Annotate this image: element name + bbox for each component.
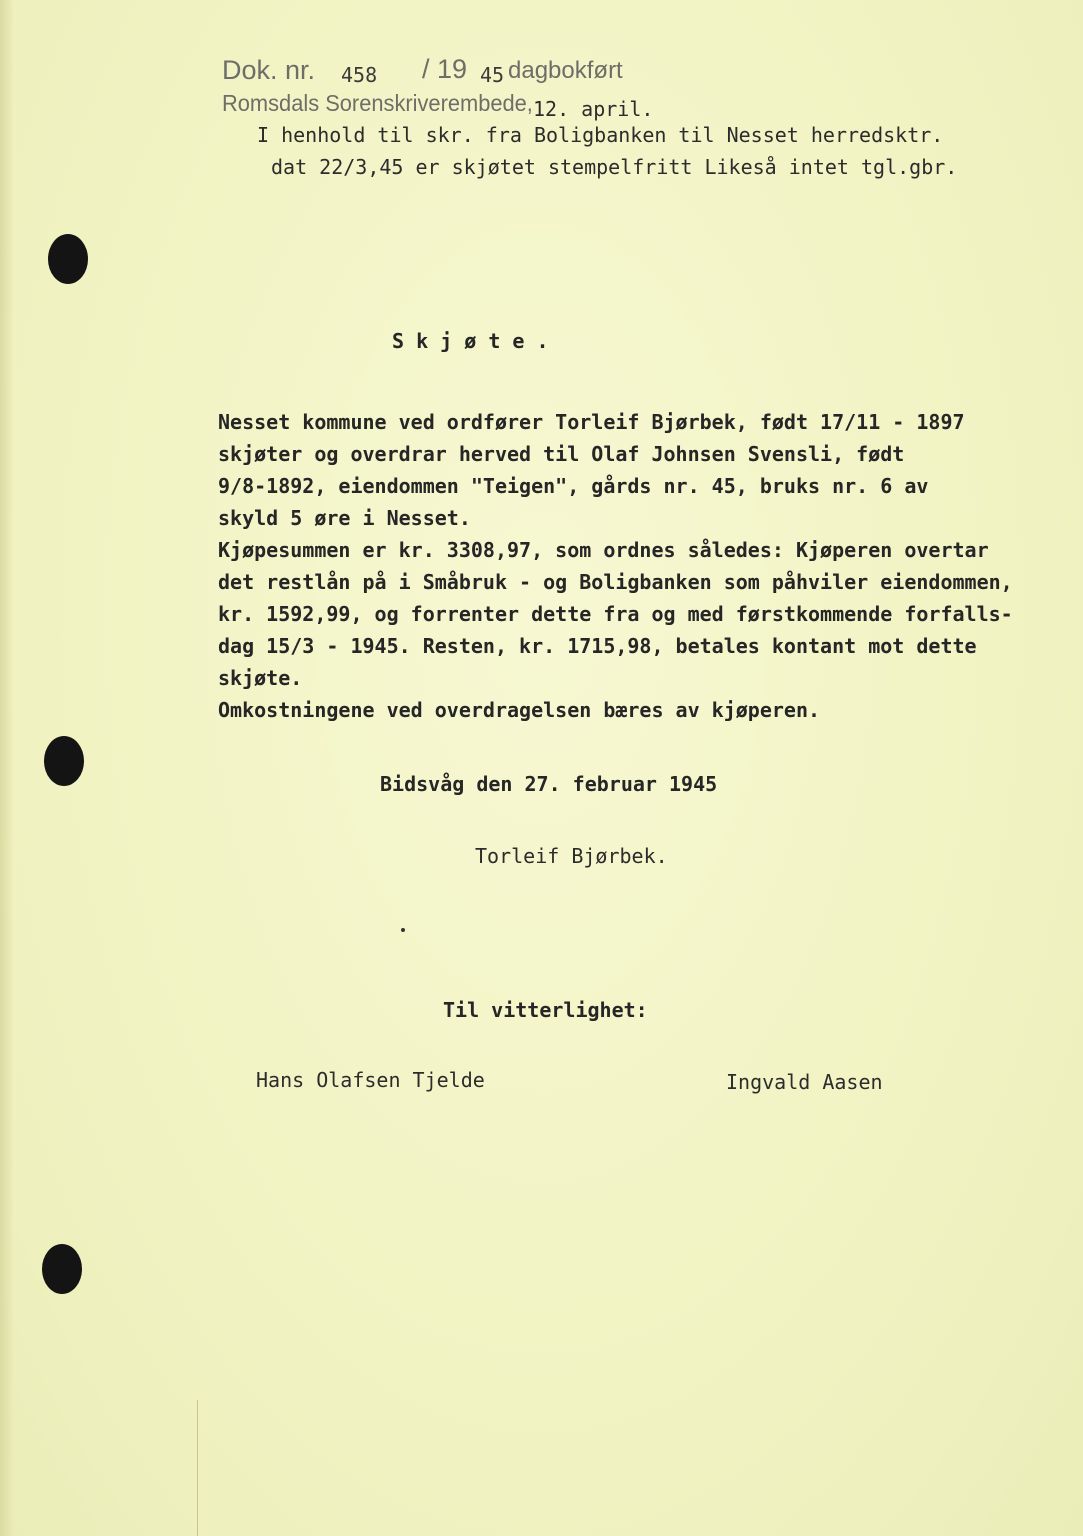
witness-2: Ingvald Aasen [726,1070,883,1094]
body-line-5: Kjøpesummen er kr. 3308,97, som ordnes således: Kjøperen overtar [218,538,989,562]
document-title: S k j ø t e . [392,329,549,353]
body-line-4: skyld 5 øre i Nesset. [218,506,471,530]
stamp-date: 12. april. [533,97,654,121]
margin-line [197,1400,198,1536]
year-prefix: / 19 [422,54,468,84]
body-line-10: Omkostningene ved overdragelsen bæres av kjøperen. [218,698,821,722]
stray-mark [401,928,405,932]
dagbokfort-stamp: dagbokført [508,57,623,84]
body-line-1: Nesset kommune ved ordfører Torleif Bjørbek, født 17/11 - 1897 [218,410,965,434]
office-stamp: Romsdals Sorenskriverembede, [222,90,533,116]
witness-1: Hans Olafsen Tjelde [256,1068,485,1092]
body-line-6: det restlån på i Småbruk - og Boligbanken som påhviler eiendommen, [218,570,1013,594]
year-suffix: 45 [480,63,505,87]
dok-number: 458 [341,63,378,87]
body-line-9: skjøte. [218,666,303,690]
signature: Torleif Bjørbek. [475,844,668,868]
punch-hole-middle [44,736,84,786]
body-line-3: 9/8-1892, eiendommen "Teigen", gårds nr. 45, bruks nr. 6 av [218,474,929,498]
punch-hole-bottom [42,1244,82,1294]
dok-label: Dok. nr. [222,55,316,85]
page-edge-shadow [0,0,14,1536]
body-line-8: dag 15/3 - 1945. Resten, kr. 1715,98, betales kontant mot dette [218,634,977,658]
note-line-2: dat 22/3,45 er skjøtet stempelfritt Likeså intet tgl.gbr. [271,155,958,179]
body-line-7: kr. 1592,99, og forrenter dette fra og med førstkommende forfalls- [218,602,1013,626]
place-date: Bidsvåg den 27. februar 1945 [380,772,718,796]
witness-heading: Til vitterlighet: [443,998,648,1022]
note-line-1: I henhold til skr. fra Boligbanken til Nesset herredsktr. [257,123,944,147]
body-line-2: skjøter og overdrar herved til Olaf Johnsen Svensli, født [218,442,905,466]
punch-hole-top [48,234,88,284]
